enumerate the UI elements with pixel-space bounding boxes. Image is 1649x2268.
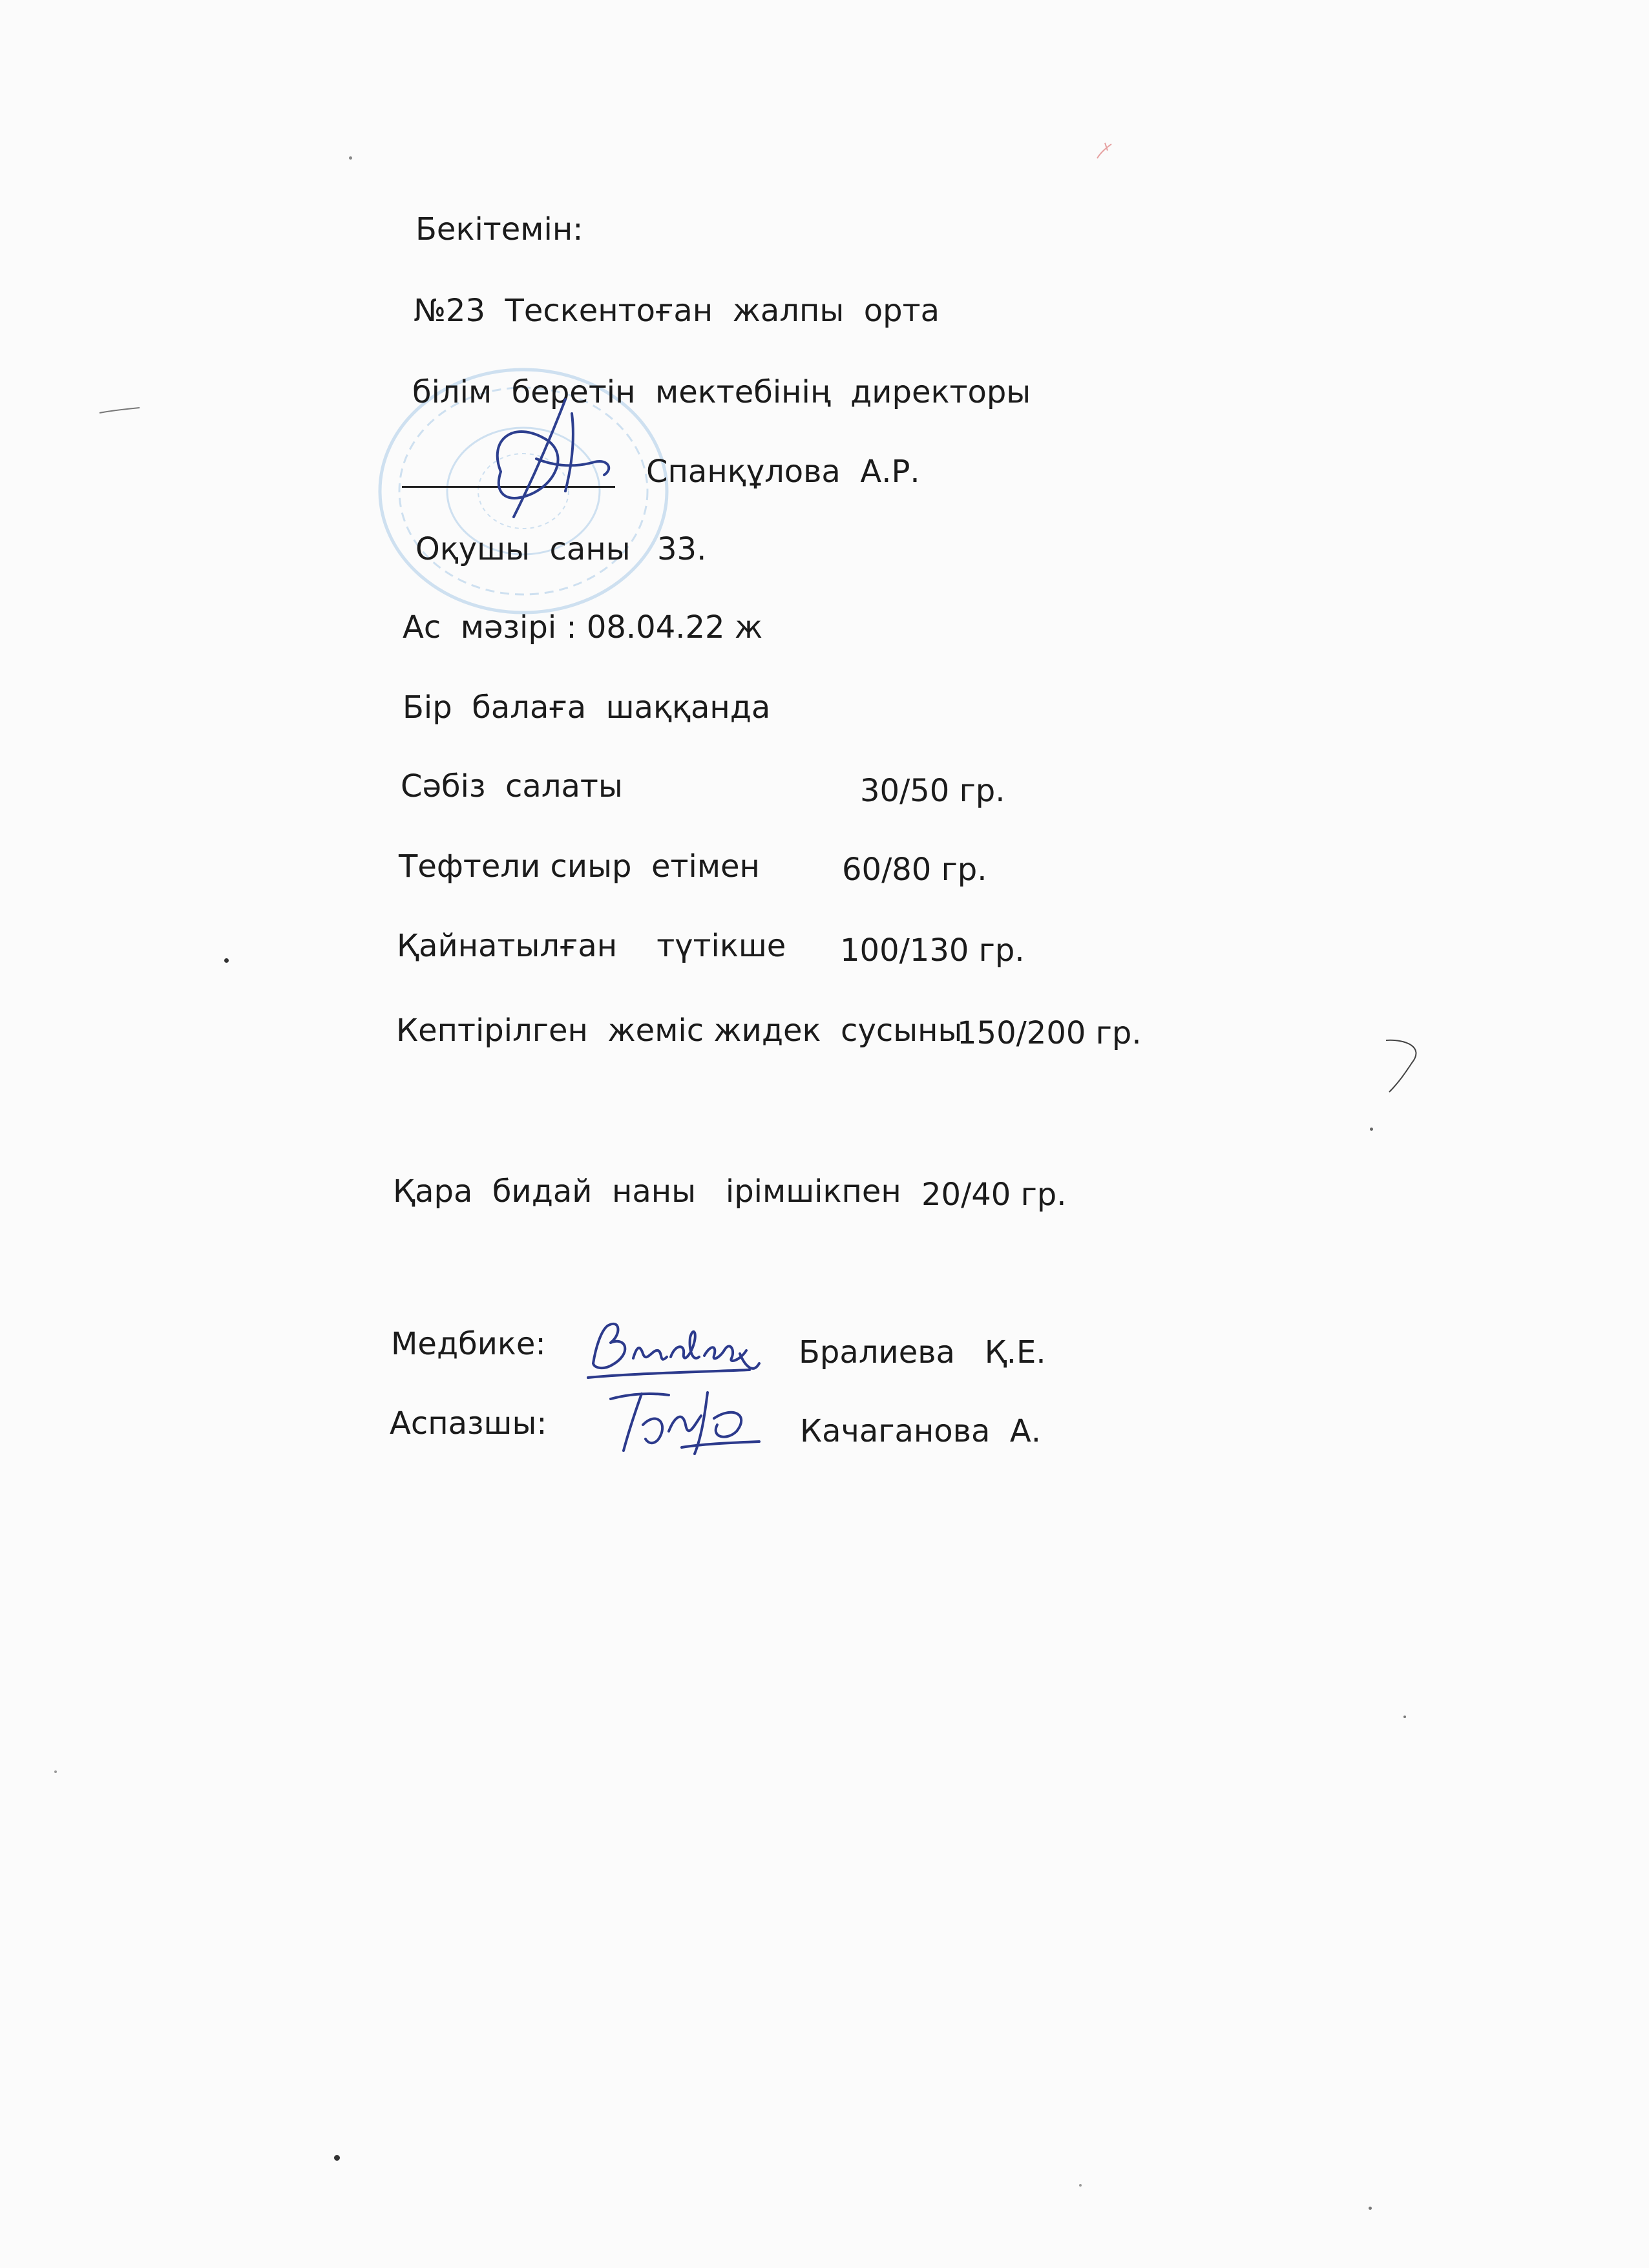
- menu-item-name: Сәбіз салаты: [401, 768, 623, 804]
- menu-item-name: Тефтели сиыр етімен: [399, 848, 760, 885]
- approval-heading: Бекітемін:: [415, 211, 583, 247]
- cook-label: Аспазшы:: [390, 1405, 547, 1442]
- menu-item-name: Қайнатылған түтікше: [397, 928, 786, 964]
- margin-mark: [1380, 1034, 1438, 1098]
- school-name-line1: №23 Тескентоған жалпы орта: [414, 293, 940, 329]
- scan-dot: [334, 2155, 340, 2161]
- scan-dot: [349, 156, 352, 160]
- menu-item-portion: 30/50 гр.: [860, 773, 1005, 809]
- menu-item-name: Қара бидай наны ірімшікпен: [393, 1173, 901, 1210]
- menu-item-portion: 150/200 гр.: [957, 1015, 1142, 1051]
- menu-date: Ас мәзірі : 08.04.22 ж: [403, 609, 763, 646]
- school-name-line2: білім беретін мектебінің директоры: [412, 374, 1031, 410]
- margin-mark: [1092, 139, 1118, 165]
- nurse-label: Медбике:: [391, 1326, 546, 1362]
- scan-dot: [1403, 1716, 1406, 1718]
- nurse-name: Бралиева Қ.Е.: [799, 1334, 1046, 1370]
- scan-dot: [1370, 1128, 1373, 1131]
- menu-item-portion: 100/130 гр.: [840, 932, 1025, 969]
- students-count: 33.: [657, 531, 707, 567]
- menu-item-portion: 20/40 гр.: [921, 1177, 1067, 1213]
- cook-signature: [604, 1386, 772, 1457]
- scan-dot: [54, 1770, 57, 1773]
- cook-name: Качаганова А.: [800, 1413, 1041, 1449]
- scan-dot: [224, 958, 229, 963]
- nurse-signature: [582, 1318, 775, 1389]
- menu-item-name: Кептірілген жеміс жидек сусыны: [396, 1013, 963, 1049]
- margin-mark: [97, 404, 142, 417]
- director-signature: [475, 394, 624, 523]
- students-label: Оқушы саны: [415, 531, 631, 567]
- director-name: Спанқұлова А.Р.: [646, 454, 920, 490]
- scan-dot: [1079, 2184, 1082, 2187]
- scan-dot: [1369, 2207, 1372, 2210]
- per-child-label: Бір балаға шаққанда: [403, 689, 771, 726]
- menu-item-portion: 60/80 гр.: [842, 852, 987, 888]
